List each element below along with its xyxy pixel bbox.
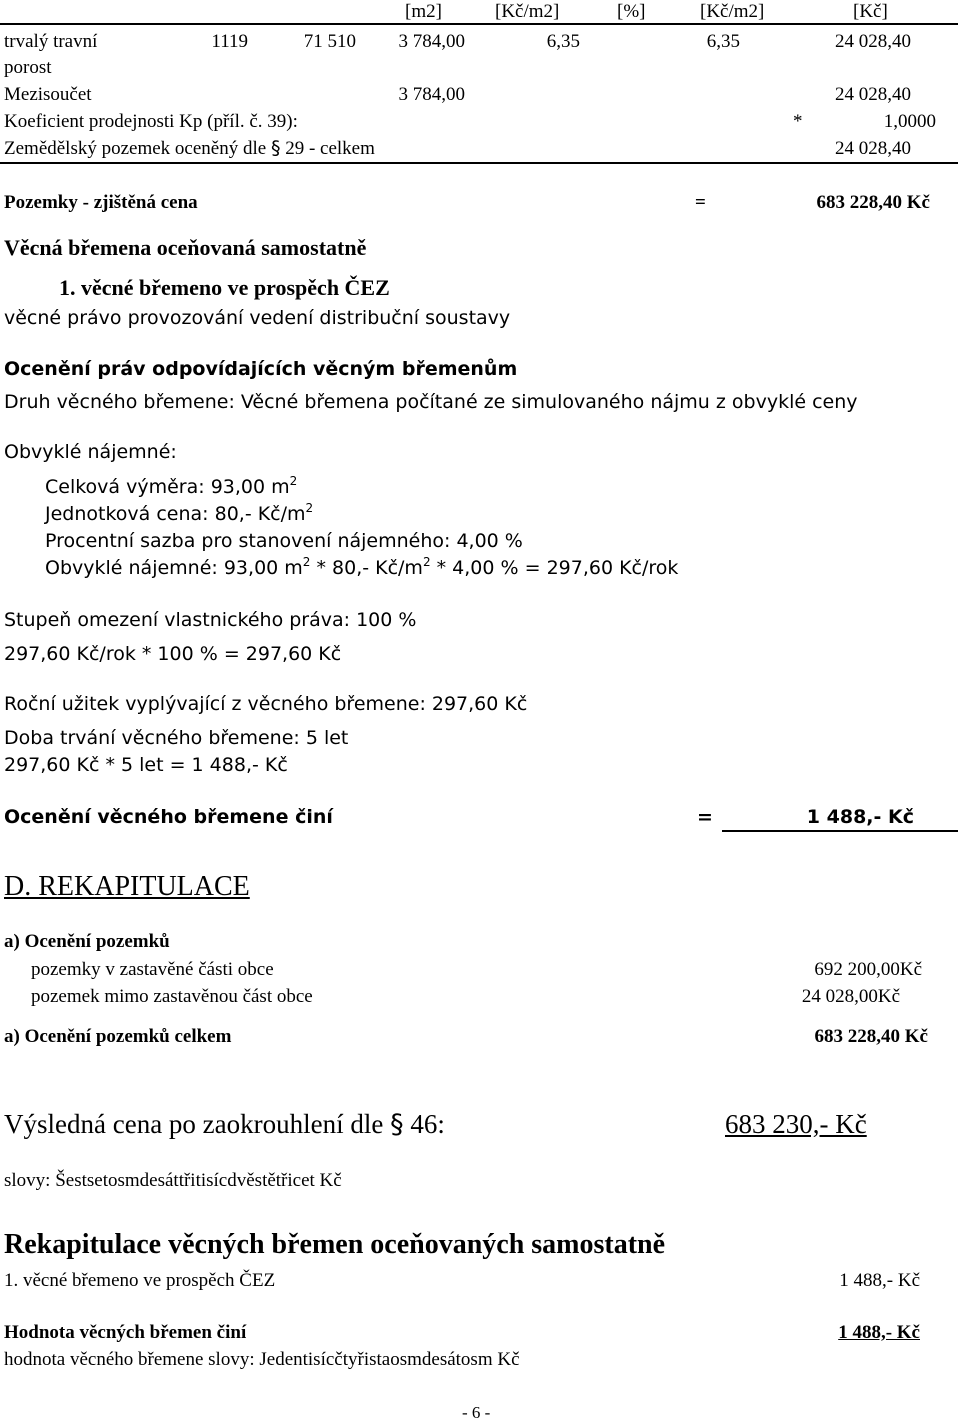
area-line-sup: 2 — [289, 474, 298, 488]
easement-valuation-label: Ocenění věcného břemene činí — [4, 806, 333, 828]
row-label: trvalý travní — [4, 31, 98, 52]
area-line — [45, 474, 298, 498]
col-header-kc: [Kč] — [853, 1, 888, 22]
annual-benefit-line: Roční užitek vyplývající z věcného břemene: 297,60 Kč — [4, 693, 528, 715]
recap-total-label: a) Ocenění pozemků celkem — [4, 1026, 232, 1047]
table-bottom-rule — [0, 162, 958, 164]
rent-calc-sup2: 2 — [422, 555, 431, 569]
easement-item-title: 1. věcné břemeno ve prospěch ČEZ — [59, 275, 390, 300]
recap-item-label: pozemky v zastavěné části obce — [31, 959, 274, 980]
land-result-value: 683 228,40 Kč — [816, 192, 930, 213]
land-total-value: 24 028,40 — [835, 138, 911, 159]
easement-item-desc: věcné právo provozování vedení distribuční soustavy — [4, 307, 511, 329]
row-unit-price: 6,35 — [706, 31, 740, 52]
final-price-label-pre: Výsledná cena po zaokrouhlení dle — [4, 1109, 384, 1139]
unit-line-text: Jednotková cena: 80,- Kč/m — [45, 503, 306, 525]
rent-calc-sup1: 2 — [302, 555, 311, 569]
rent-calc-c: * 4,00 % = 297,60 Kč/rok — [430, 557, 679, 579]
restriction-calc: 297,60 Kč/rok * 100 % = 297,60 Kč — [4, 643, 342, 665]
land-total-label-pre: Zemědělský pozemek oceněný dle — [4, 138, 267, 159]
duration-line: Doba trvání věcného břemene: 5 let — [4, 727, 349, 749]
duration-calc: 297,60 Kč * 5 let = 1 488,- Kč — [4, 754, 288, 776]
final-price-label-post: 46: — [410, 1109, 445, 1139]
final-price-words: slovy: Šestsetosmdesáttřitisícdvěstětřicet Kč — [4, 1170, 342, 1191]
recap-item-value: 692 200,00Kč — [814, 959, 922, 980]
recap-item-value: 24 028,00Kč — [801, 986, 900, 1007]
page-number: - 6 - — [462, 1403, 491, 1422]
row-total: 24 028,40 — [835, 31, 911, 52]
easement-type-line: Druh věcného břemene: Věcné břemena počítané ze simulovaného nájmu z obvyklé ceny — [4, 391, 858, 413]
coefficient-label: Koeficient prodejnosti Kp (příl. č. 39): — [4, 111, 298, 132]
land-result-eq: = — [695, 192, 706, 213]
easement-valuation-eq: = — [697, 806, 713, 828]
unit-line-sup: 2 — [305, 501, 314, 515]
recap-heading: D. REKAPITULACE — [4, 871, 250, 902]
easement-valuation-underline — [722, 830, 958, 832]
easement-recap-words: hodnota věcného břemene slovy: Jedentisícčtyřistaosmdesátosm Kč — [4, 1349, 520, 1370]
land-total-label — [4, 139, 375, 158]
easement-recap-heading: Rekapitulace věcných břemen oceňovaných samostatně — [4, 1229, 666, 1260]
easements-heading: Věcná břemena oceňovaná samostatně — [4, 235, 367, 260]
row-area: 1119 — [211, 31, 248, 52]
col-header-pct: [%] — [617, 1, 646, 22]
easement-valuation-heading: Ocenění práv odpovídajících věcným břemenům — [4, 358, 518, 380]
land-result-label: Pozemky - zjištěná cena — [4, 192, 198, 213]
easement-recap-total-label: Hodnota věcných břemen činí — [4, 1322, 247, 1343]
paragraph-sign: § — [270, 137, 281, 159]
rent-calc-a: Obvyklé nájemné: 93,00 m — [45, 557, 303, 579]
subtotal-total: 24 028,40 — [835, 84, 911, 105]
col-header-m2: [m2] — [405, 1, 442, 22]
subtotal-label: Mezisoučet — [4, 84, 92, 105]
recap-item-label: pozemek mimo zastavěnou část obce — [31, 986, 313, 1007]
row-base: 3 784,00 — [398, 31, 465, 52]
rent-calc-line — [45, 555, 679, 579]
easement-recap-item-value: 1 488,- Kč — [839, 1270, 920, 1291]
paragraph-sign: § — [390, 1109, 404, 1140]
land-total-label-post: 29 - celkem — [285, 138, 375, 159]
coefficient-operator: * — [793, 111, 803, 132]
recap-total-value: 683 228,40 Kč — [814, 1026, 928, 1047]
subtotal-base: 3 784,00 — [398, 84, 465, 105]
coefficient-value: 1,0000 — [883, 111, 936, 132]
row-label-continued: porost — [4, 57, 52, 78]
rent-label: Obvyklé nájemné: — [4, 441, 177, 463]
col-header-kc-m2-2: [Kč/m2] — [700, 1, 765, 22]
easement-recap-item-label: 1. věcné břemeno ve prospěch ČEZ — [4, 1270, 276, 1291]
table-header-rule — [0, 23, 958, 25]
area-line-text: Celková výměra: 93,00 m — [45, 476, 290, 498]
final-price-value: 683 230,- Kč — [725, 1109, 867, 1139]
row-price: 71 510 — [303, 31, 356, 52]
rent-calc-b: * 80,- Kč/m — [310, 557, 423, 579]
rate-line: Procentní sazba pro stanovení nájemného: 4,00 % — [45, 530, 523, 552]
easement-recap-total-value: 1 488,- Kč — [838, 1322, 920, 1343]
row-pct: 6,35 — [546, 31, 580, 52]
recap-section-a: a) Ocenění pozemků — [4, 931, 170, 952]
unit-line — [45, 501, 314, 525]
final-price-label — [4, 1111, 445, 1138]
col-header-kc-m2: [Kč/m2] — [495, 1, 560, 22]
easement-valuation-value: 1 488,- Kč — [806, 806, 914, 828]
restriction-line: Stupeň omezení vlastnického práva: 100 % — [4, 609, 417, 631]
